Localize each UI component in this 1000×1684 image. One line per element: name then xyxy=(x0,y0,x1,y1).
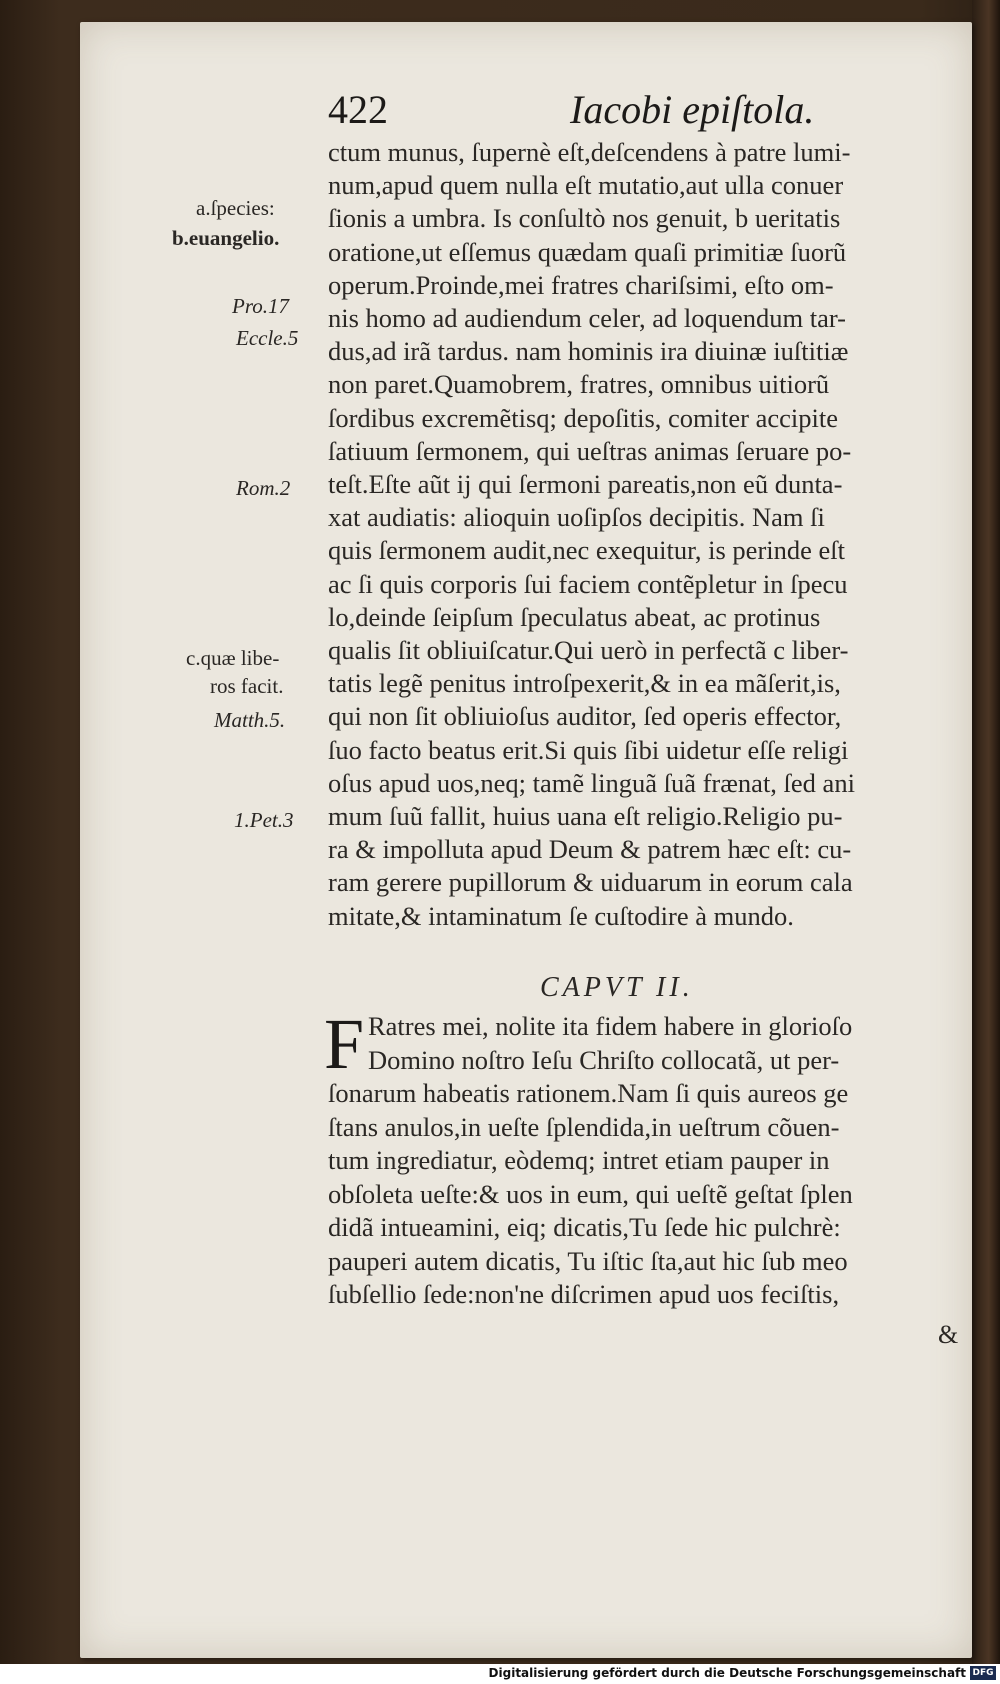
drop-cap: F xyxy=(324,1004,365,1084)
text-line: ra & impolluta apud Deum & patrem hæc eſt: cu- xyxy=(328,834,852,865)
text-line: obſoleta ueſte:& uos in eum, qui ueſtẽ geſtat ſplen xyxy=(328,1178,853,1209)
footer-bar xyxy=(0,1664,1000,1684)
page-header xyxy=(320,86,820,138)
text-line: ſuo facto beatus erit.Si quis ſibi uidetur eſſe religi xyxy=(328,734,849,765)
text-line: ram gerere pupillorum & uiduarum in eorum cala xyxy=(328,867,853,898)
text-line: non paret.Quamobrem, fratres, omnibus uitiorũ xyxy=(328,369,830,400)
text-line: pauperi autem dicatis, Tu iſtic ſta,aut hic ſub meo xyxy=(328,1245,848,1276)
text-line: qui non ſit obliuioſus auditor, ſed operis effector, xyxy=(328,701,842,732)
text-line: ſonarum habeatis rationem.Nam ſi quis aureos ge xyxy=(328,1078,849,1108)
chapter-heading: CAPVT II. xyxy=(540,972,694,1003)
body-text xyxy=(328,136,968,933)
text-line: ac ſi quis corporis ſui faciem contẽpletur in ſpecu xyxy=(328,568,848,599)
text-line: tum ingrediatur, eòdemq; intret etiam pauper in xyxy=(328,1145,830,1175)
running-title: Iacobi epiſtola. xyxy=(570,87,815,132)
book-edge xyxy=(972,0,1000,1684)
text-line: ſatiuum ſermonem, qui ueſtras animas ſeruare po- xyxy=(328,435,852,466)
margin-note-matth5: Matth.5. xyxy=(214,708,286,732)
text-line: qualis ſit obliuiſcatur.Qui uerò in perfectã c liber- xyxy=(328,635,849,666)
text-line: Domino noſtro Ieſu Chriſto collocatã, ut per- xyxy=(368,1044,840,1075)
footer-credit: Digitalisierung gefördert durch die Deutsche Forschungsgemeinschaft xyxy=(488,1666,966,1680)
margin-note-eccle5: Eccle.5 xyxy=(236,326,299,350)
text-line: ſordibus excremẽtisq; depoſitis, comiter accipite xyxy=(328,402,838,433)
text-line: teſt.Eſte aũt ij qui ſermoni pareatis,non eũ dunta- xyxy=(328,469,843,500)
margin-note-rom2: Rom.2 xyxy=(236,476,291,500)
text-line: didã intueamini, eiq; dicatis,Tu ſede hic pulchrè: xyxy=(328,1212,841,1242)
text-line: quis ſermonem audit,nec exequitur, is perinde eſt xyxy=(328,535,846,566)
text-line: dus,ad irã tardus. nam hominis ira diuinæ iuſtitiæ xyxy=(328,336,849,367)
text-line: tatis legẽ penitus introſpexerit,& in ea mãſerit,is, xyxy=(328,668,841,699)
text-line: ſionis a umbra. Is conſultò nos genuit, b ueritatis xyxy=(328,203,841,234)
chapter-text xyxy=(328,1010,968,1312)
text-line: num,apud quem nulla eſt mutatio,aut ulla conuer xyxy=(328,170,844,201)
page-number: 422 xyxy=(328,87,388,132)
catchword: & xyxy=(938,1320,959,1349)
text-line: xat audiatis: alioquin uoſipſos decipitis. Nam ſi xyxy=(328,502,825,533)
text-line: operum.Proinde,mei fratres chariſsimi, eſto om- xyxy=(328,269,834,300)
margin-note-quae-liberos: c.quæ libe- xyxy=(186,646,280,670)
text-line: ſubſellio ſede:non'ne diſcrimen apud uos feciſtis, xyxy=(328,1279,840,1309)
margin-note-species: a.ſpecies: xyxy=(196,196,275,220)
text-line: Ratres mei, nolite ita fidem habere in glorioſo xyxy=(368,1011,853,1041)
text-line: oſus apud uos,neq; tamẽ linguã ſuã frænat, ſed ani xyxy=(328,767,855,798)
margin-note-pro17: Pro.17 xyxy=(232,294,289,318)
text-line: mum ſuũ fallit, huius uana eſt religio.Religio pu- xyxy=(328,801,843,832)
margin-note-ros-facit: ros facit. xyxy=(210,674,284,698)
text-line: lo,deinde ſeipſum ſpeculatus abeat, ac protinus xyxy=(328,601,821,632)
text-line: nis homo ad audiendum celer, ad loquendum tar- xyxy=(328,303,846,334)
text-line: mitate,& intaminatum ſe cuſtodire à mundo. xyxy=(328,900,794,931)
text-line: oratione,ut eſſemus quædam quaſi primitiæ ſuorũ xyxy=(328,236,847,267)
margin-note-1pet3: 1.Pet.3 xyxy=(234,808,294,832)
dfg-logo: DFG xyxy=(970,1666,996,1680)
margin-note-euangelio: b.euangelio. xyxy=(172,226,280,250)
text-line: ſtans anulos,in ueſte ſplendida,in ueſtrum cõuen- xyxy=(328,1111,840,1142)
text-line: ctum munus, ſupernè eſt,deſcendens à patre lumi- xyxy=(328,137,851,167)
